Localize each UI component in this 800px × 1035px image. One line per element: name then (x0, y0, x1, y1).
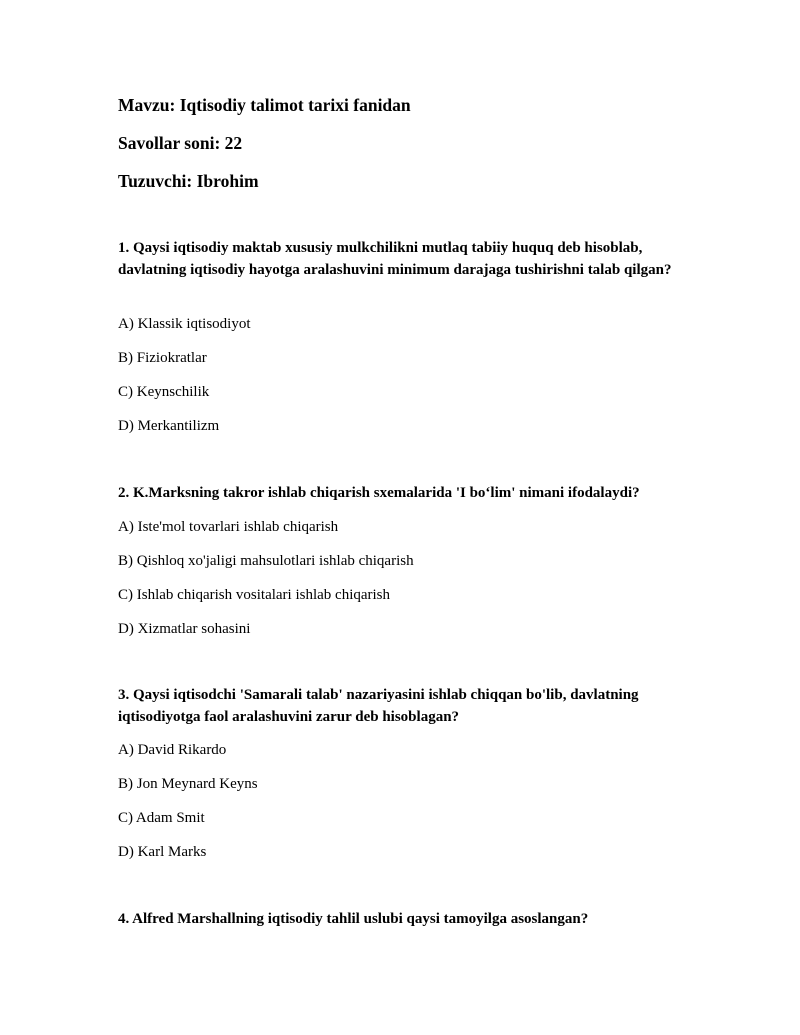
question-2-option-b: B) Qishloq xo'jaligi mahsulotlari ishlab chiqarish (118, 553, 414, 569)
question-count-heading: Savollar soni: 22 (118, 133, 243, 153)
question-2-option-c: C) Ishlab chiqarish vositalari ishlab chiqarish (118, 587, 391, 603)
question-1-option-a: A) Klassik iqtisodiyot (118, 316, 251, 332)
question-1-option-b: B) Fiziokratlar (118, 350, 207, 366)
question-2-option-d: D) Xizmatlar sohasini (118, 621, 251, 637)
question-1-option-d: D) Merkantilizm (118, 418, 220, 434)
question-3-option-a: A) David Rikardo (118, 742, 227, 758)
author-heading: Tuzuvchi: Ibrohim (118, 171, 259, 191)
question-1-option-c: C) Keynschilik (118, 384, 210, 400)
question-3-option-b: B) Jon Meynard Keyns (118, 776, 258, 792)
question-4-text: 4. Alfred Marshallning iqtisodiy tahlil uslubi qaysi tamoyilga asoslangan? (118, 911, 589, 927)
question-3-text: 3. Qaysi iqtisodchi 'Samarali talab' nazariyasini ishlab chiqqan bo'lib, davlatning iqtisodiyotga faol aralashuvini zarur deb hisoblagan? (118, 687, 639, 725)
question-2-text: 2. K.Marksning takror ishlab chiqarish sxemalarida 'I bo‘lim' nimani ifodalaydi? (118, 485, 640, 501)
question-3-option-c: C) Adam Smit (118, 810, 205, 826)
question-3-option-d: D) Karl Marks (118, 844, 207, 860)
question-1-text: 1. Qaysi iqtisodiy maktab xususiy mulkchilikni mutlaq tabiiy huquq deb hisoblab, davlatning iqtisodiy hayotga aralashuvini minimum darajaga tushirishni talab qilgan? (118, 240, 672, 278)
topic-heading: Mavzu: Iqtisodiy talimot tarixi fanidan (118, 95, 411, 115)
question-2-option-a: A) Iste'mol tovarlari ishlab chiqarish (118, 519, 339, 535)
